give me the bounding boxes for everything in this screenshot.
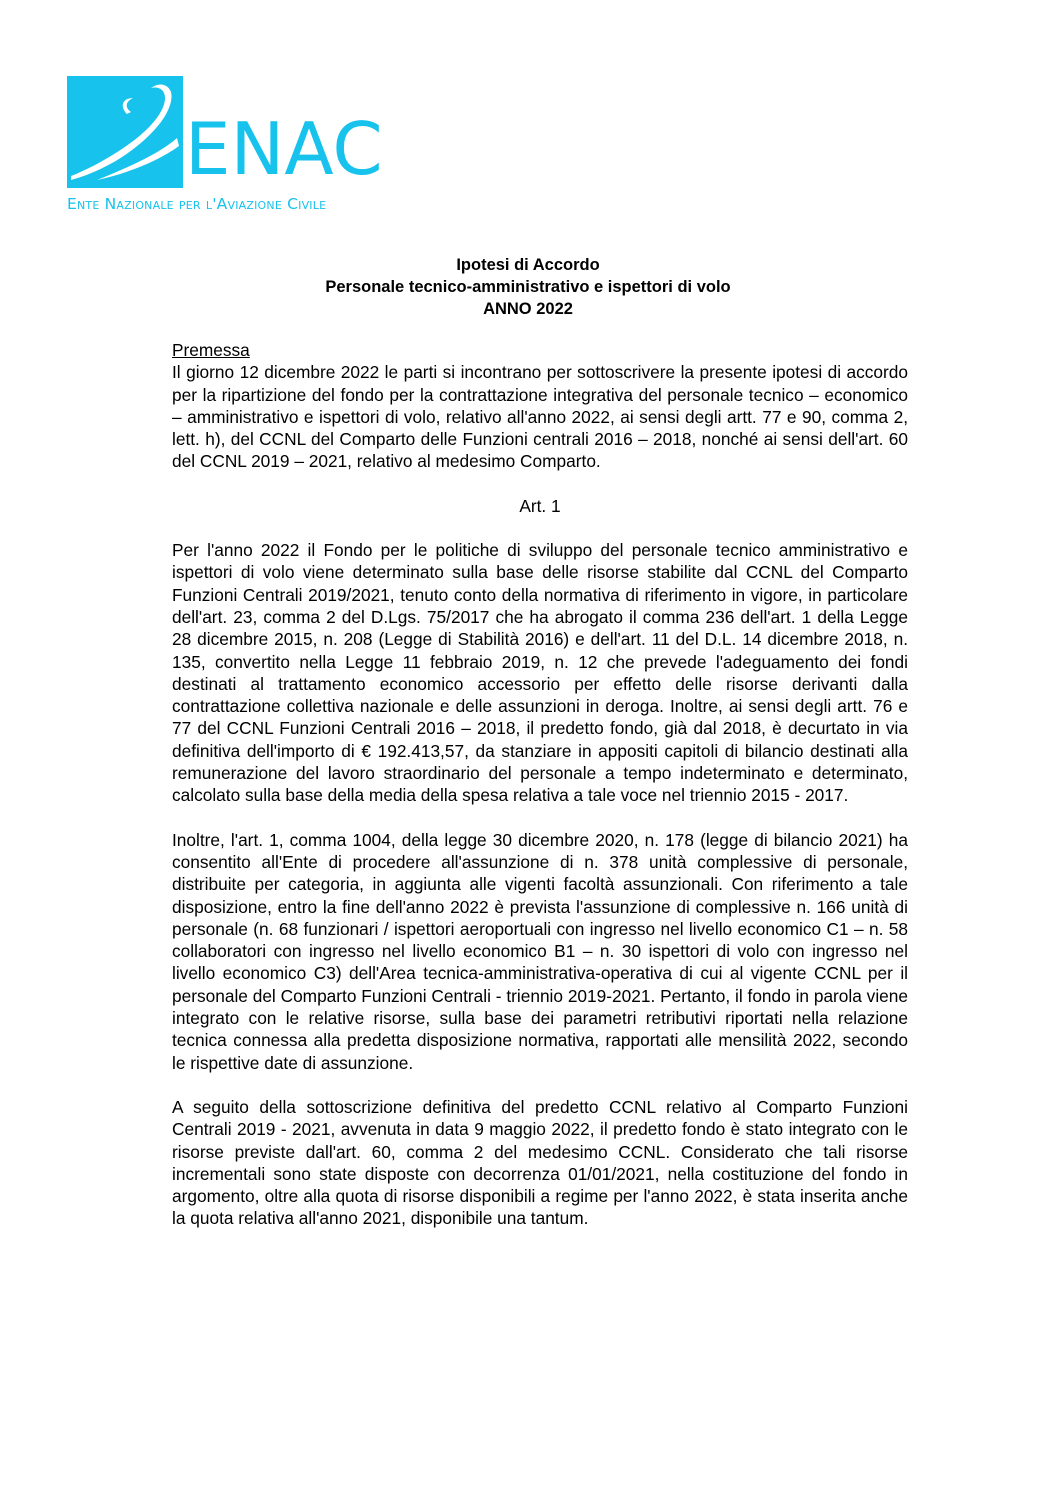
premessa-paragraph: Il giorno 12 dicembre 2022 le parti si incontrano per sottoscrivere la presente ipotesi di accordo per la ripartizione del fondo per la contrattazione integrativa del personale tecnico – economico – amministrativo e ispettori di volo, relativo all'anno 2022, ai sensi degli artt. 77 e 90, comma 2, lett. h), del CCNL del Comparto delle Funzioni centrali 2016 – 2018, nonché ai sensi dell'art. 60 del CCNL 2019 – 2021, relativo al medesimo Comparto.	[172, 362, 908, 472]
stylized-e-icon	[67, 76, 183, 188]
document-body	[172, 339, 908, 1230]
article-paragraph-2: Inoltre, l'art. 1, comma 1004, della legge 30 dicembre 2020, n. 178 (legge di bilancio 2021) ha consentito all'Ente di procedere all'assunzione di n. 378 unità complessive di personale, distribuite per categoria, in aggiunta alle vigenti facoltà assunzionali. Con riferimento a tale disposizione, entro la fine dell'anno 2022 è prevista l'assunzione di complessive n. 166 unità di personale (n. 68 funzionari / ispettori aeroportuali con ingresso nel livello economico C1 – n. 58 collaboratori con ingresso nel livello economico B1 – n. 30 ispettori di volo con ingresso nel livello economico C3) dell'Area tecnica-amministrativa-operativa di cui al vigente CCNL per il personale del Comparto Funzioni Centrali - triennio 2019-2021. Pertanto, il fondo in parola viene integrato con le relative risorse, sulla base dei parametri retributivi riportati nella relazione tecnica connessa alla predetta disposizione normativa, rapportati alle mensilità 2022, secondo le rispettive date di assunzione.	[172, 829, 908, 1073]
heading-line-2: Personale tecnico-amministrativo e ispettori di volo	[325, 278, 731, 296]
article-paragraph-1: Per l'anno 2022 il Fondo per le politiche di sviluppo del personale tecnico amministrativo e ispettori di volo viene determinato sulla base delle risorse stabilite dal CCNL del Comparto Funzioni Centrali 2019/2021, tenuto conto della normativa di riferimento in vigore, in particolare dell'art. 23, comma 2 del D.Lgs. 75/2017 che ha abrogato il comma 236 dell'art. 1 della Legge 28 dicembre 2015, n. 208 (Legge di Stabilità 2016) e dell'art. 11 del D.L. 14 dicembre 2018, n. 135, convertito nella Legge 11 febbraio 2019, n. 12 che prevede l'adeguamento dei fondi destinati al trattamento economico accessorio per effetto delle risorse derivanti dalla contrattazione collettiva nazionale e delle assunzioni in deroga. Inoltre, ai sensi degli artt. 76 e 77 del CCNL Funzioni Centrali 2016 – 2018, il predetto fondo, già dal 2018, è decurtato in via definitiva dell'importo di € 192.413,57, da stanziare in appositi capitoli di bilancio destinati alla remunerazione del lavoro straordinario del personale a tempo indeterminato e determinato, calcolato sulla base della media della spesa relativa a tale voce nel triennio 2015 - 2017.	[172, 540, 908, 806]
logo-subtitle: Ente Nazionale per l'Aviazione Civile	[67, 195, 327, 213]
article-title: Art. 1	[519, 495, 561, 516]
premessa-title: Premessa	[172, 340, 250, 360]
heading-line-3: ANNO 2022	[483, 300, 573, 318]
heading-line-1: Ipotesi di Accordo	[456, 256, 600, 274]
logo-wordmark: ENAC	[185, 107, 383, 191]
enac-logo	[67, 76, 387, 216]
article-paragraph-3: A seguito della sottoscrizione definitiva del predetto CCNL relativo al Comparto Funzioni Centrali 2019 - 2021, avvenuta in data 9 maggio 2022, il predetto fondo è stato integrato con le risorse previste dall'art. 60, comma 2 del medesimo CCNL. Considerato che tali risorse incrementali sono state disposte con decorrenza 01/01/2021, nella costituzione del fondo in argomento, oltre alla quota di risorse disponibili a regime per l'anno 2022, è stata inserita anche la quota relativa all'anno 2021, disponibile una tantum.	[172, 1096, 908, 1229]
logo-emblem	[67, 76, 183, 188]
